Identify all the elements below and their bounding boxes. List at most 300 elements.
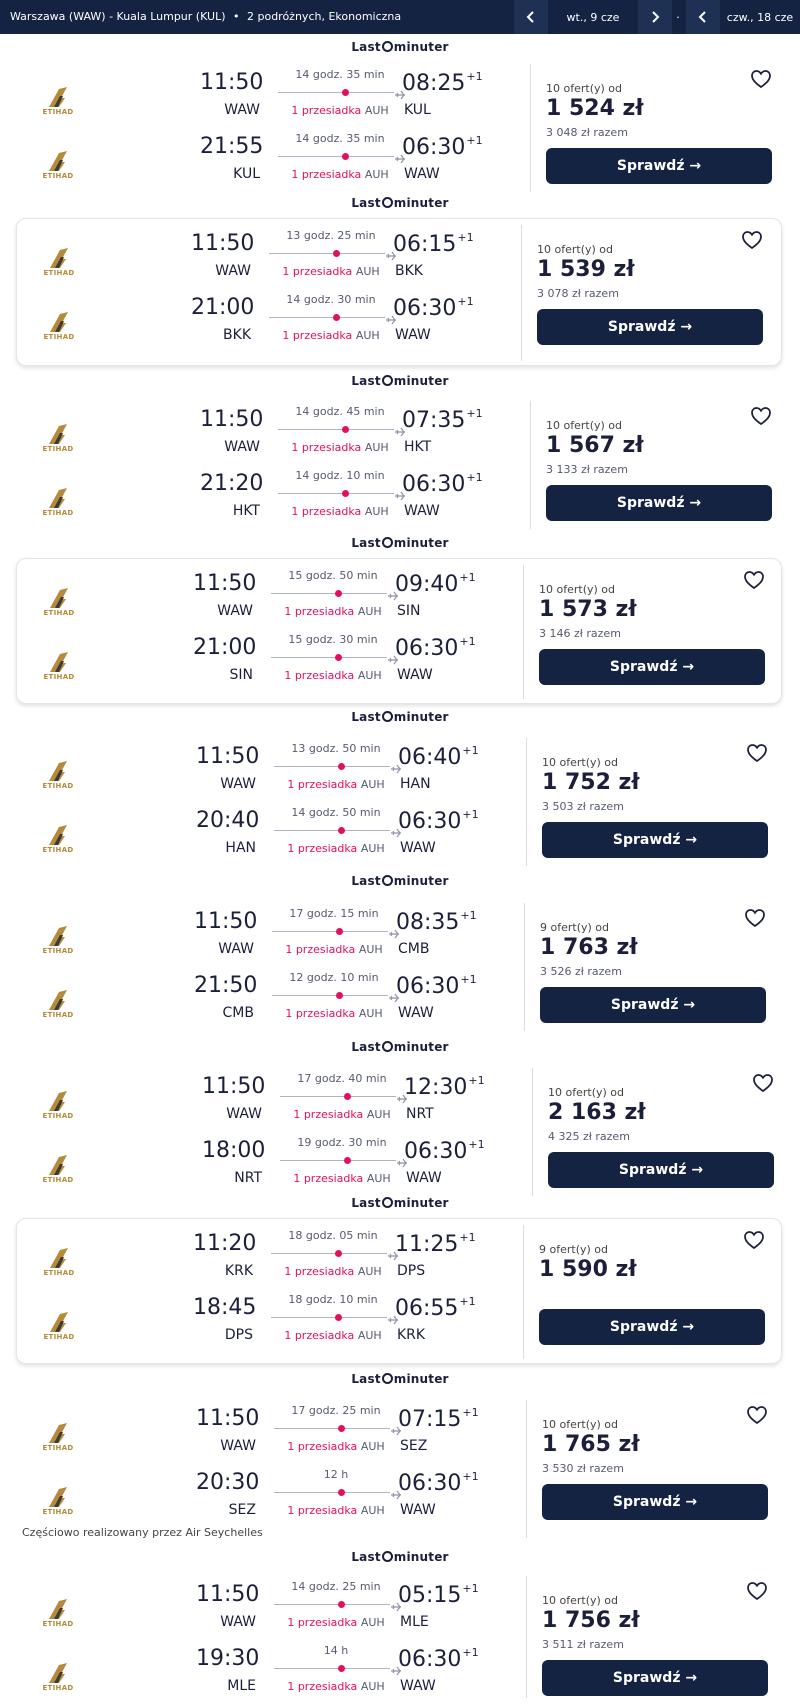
departure-airport: WAW [226,1106,262,1122]
departure-airport: SIN [229,667,253,683]
favorite-heart-icon[interactable] [746,1580,768,1602]
provider-logo [0,1040,800,1058]
departure-airport: BKK [223,327,251,343]
route-line [274,830,390,831]
departure-time: 11:50 [196,1582,260,1607]
stopover-airport: AUH [358,943,383,956]
airline-name: ETIHAD [42,1508,74,1516]
stopover-airport: AUH [355,329,380,342]
provider-clock-icon [382,1197,393,1208]
stopover-count: 1 przesiadka [287,1504,358,1517]
flight-duration: 13 godz. 25 min [286,229,376,242]
next-day-marker: +1 [462,808,479,821]
check-offer-button[interactable]: Sprawdź → [537,309,763,345]
arrival-time [404,1074,485,1100]
route-line [274,766,390,767]
stopover-count: 1 przesiadka [287,1616,358,1629]
stopover-airport: AUH [360,1440,385,1453]
provider-clock-icon [382,1373,393,1384]
stopover-count: 1 przesiadka [284,1265,355,1278]
stopover-airport: AUH [357,1329,382,1342]
check-offer-button[interactable]: Sprawdź → [542,1484,768,1520]
stopover-info [268,1329,398,1342]
route-line [274,1668,390,1669]
stopover-count: 1 przesiadka [291,505,362,518]
check-offer-button[interactable]: Sprawdź → [542,822,768,858]
stopover-count: 1 przesiadka [282,265,353,278]
airline-logo [36,1090,80,1126]
stopover-dot [342,89,349,96]
offers-count: 10 ofert(y) od [542,1418,619,1431]
route-line [271,657,387,658]
departure-airport: NRT [234,1170,262,1186]
price: 2 163 zł [548,1100,646,1125]
airline-tail-icon [46,587,72,609]
stopover-dot [338,1425,345,1432]
airline-logo [37,1311,81,1347]
arrival-airport: NRT [406,1106,434,1122]
flight-result-card[interactable] [16,732,782,872]
airline-tail-icon [46,311,72,333]
total-price: 3 146 zł razem [539,627,621,640]
route-line [271,1317,387,1318]
airline-tail-icon [45,423,71,445]
outbound-date[interactable]: wt., 9 cze [548,0,638,34]
arrival-airport: WAW [404,503,440,519]
check-offer-button[interactable]: Sprawdź → [539,649,765,685]
stopover-dot [342,490,349,497]
arrival-airport: WAW [406,1170,442,1186]
arrival-airport: BKK [395,263,423,279]
price: 1 590 zł [539,1257,637,1282]
airline-tail-icon [45,1154,71,1176]
arrival-airport: WAW [395,327,431,343]
airline-name: ETIHAD [42,108,74,116]
airline-logo [36,1154,80,1190]
departure-time: 21:55 [200,134,264,159]
arrival-time [396,909,477,935]
price-divider [526,738,527,866]
stopover-dot [336,928,343,935]
return-date[interactable]: czw., 18 cze [720,0,800,34]
stopover-count: 1 przesiadka [282,329,353,342]
flight-duration: 17 godz. 40 min [297,1072,387,1085]
departure-time: 21:00 [191,295,255,320]
airline-logo [36,1486,80,1522]
arrival-time [398,1646,479,1672]
stopover-info [271,1616,401,1629]
arrival-time-value: 06:30 [398,1647,462,1672]
route-line [280,1160,396,1161]
arrival-time [395,1295,476,1321]
offers-count: 10 ofert(y) od [546,419,623,432]
travellers-text: 2 podróżnych, Ekonomiczna [246,10,402,23]
provider-name-right: minuter [393,40,449,54]
arrival-airport: CMB [398,941,430,957]
provider-name-right: minuter [393,1196,449,1210]
provider-name-left: Last [351,536,381,550]
next-day-marker: +1 [468,1074,485,1087]
arrival-time-value: 06:55 [395,1296,459,1321]
stopover-dot [335,1314,342,1321]
route-line [274,1604,390,1605]
separator-dot: • [232,10,240,23]
check-offer-button[interactable]: Sprawdź → [542,1660,768,1696]
airline-logo [36,423,80,459]
arrival-time [398,744,479,770]
route-line [269,317,385,318]
stopover-info [266,265,396,278]
route-line [280,1096,396,1097]
stopover-dot [338,827,345,834]
stopover-dot [344,1093,351,1100]
offers-count: 10 ofert(y) od [542,1594,619,1607]
stopover-dot [338,763,345,770]
price-divider [526,1576,527,1698]
provider-name-right: minuter [393,536,449,550]
arrival-airport: WAW [404,166,440,182]
airline-tail-icon [45,1662,71,1684]
provider-name-left: Last [351,1372,381,1386]
provider-name-left: Last [351,1196,381,1210]
total-price: 3 511 zł razem [542,1638,624,1651]
favorite-heart-icon[interactable] [750,68,772,90]
airline-logo [36,150,80,186]
arrival-time-value: 06:30 [395,636,459,661]
stopover-info [271,1680,401,1693]
flight-duration: 18 godz. 05 min [288,1229,378,1242]
stopover-info [275,505,405,518]
departure-airport: CMB [222,1005,254,1021]
stopover-info [266,329,396,342]
airline-tail-icon [45,150,71,172]
provider-clock-icon [382,197,393,208]
airline-tail-icon [45,824,71,846]
provider-name-right: minuter [393,1372,449,1386]
chevron-left-icon [524,10,538,24]
flight-duration: 14 h [323,1644,349,1657]
arrival-time-value: 05:15 [398,1583,462,1608]
airline-tail-icon [45,1598,71,1620]
departure-time: 20:40 [196,808,260,833]
operated-by-note: Częściowo realizowany przez Air Seychelles [22,1526,263,1539]
airline-name: ETIHAD [42,445,74,453]
airline-tail-icon [45,1090,71,1112]
provider-clock-icon [382,1041,393,1052]
stopover-airport: AUH [364,168,389,181]
airline-tail-icon [45,1422,71,1444]
route-line [278,156,394,157]
stopover-info [271,778,401,791]
stopover-airport: AUH [357,669,382,682]
flight-result-card[interactable] [16,1570,782,1704]
next-day-marker: +1 [457,295,474,308]
chevron-right-icon [648,10,662,24]
price: 1 567 zł [546,433,644,458]
arrival-time-value: 06:15 [393,232,457,257]
check-offer-button[interactable]: Sprawdź → [546,485,772,521]
route-line [278,429,394,430]
stopover-airport: AUH [360,778,385,791]
departure-airport: WAW [224,102,260,118]
check-offer-button[interactable]: Sprawdź → [546,148,772,184]
airline-name: ETIHAD [42,1176,74,1184]
arrival-airport: WAW [400,1678,436,1694]
airline-logo [36,1422,80,1458]
flight-result-card[interactable] [16,58,782,198]
stopover-info [269,1007,399,1020]
stopover-airport: AUH [364,104,389,117]
provider-logo [0,536,800,554]
departure-time: 18:45 [193,1295,257,1320]
stopover-info [277,1172,407,1185]
stopover-count: 1 przesiadka [291,104,362,117]
arrival-airport: HAN [400,776,431,792]
provider-name-left: Last [351,40,381,54]
arrival-time-value: 06:30 [398,809,462,834]
stopover-info [271,1440,401,1453]
airline-tail-icon [45,1486,71,1508]
favorite-heart-icon[interactable] [746,742,768,764]
departure-airport: MLE [227,1678,256,1694]
next-day-marker: +1 [462,1582,479,1595]
provider-name-right: minuter [393,874,449,888]
total-price: 3 503 zł razem [542,800,624,813]
total-price: 3 526 zł razem [540,965,622,978]
next-day-marker: +1 [460,973,477,986]
flight-duration: 12 godz. 10 min [289,971,379,984]
airline-logo [36,989,80,1025]
stopover-airport: AUH [358,1007,383,1020]
provider-logo [0,40,800,58]
arrival-airport: DPS [397,1263,426,1279]
arrival-time-value: 08:35 [396,910,460,935]
next-day-marker: +1 [460,909,477,922]
stopover-count: 1 przesiadka [285,943,356,956]
stopover-airport: AUH [355,265,380,278]
favorite-heart-icon[interactable] [743,1229,765,1251]
provider-name-right: minuter [393,196,449,210]
arrival-time-value: 06:30 [398,1471,462,1496]
arrival-time-value: 06:30 [402,472,466,497]
provider-name-left: Last [351,874,381,888]
departure-time: 21:20 [200,471,264,496]
provider-logo [0,374,800,392]
prev-outbound-date-button[interactable] [514,0,548,34]
favorite-heart-icon[interactable] [752,1072,774,1094]
flight-result-card[interactable] [16,1394,782,1544]
stopover-dot [344,1157,351,1164]
departure-time: 19:30 [196,1646,260,1671]
airline-name: ETIHAD [42,782,74,790]
flight-result-card[interactable] [16,218,782,366]
arrival-airport: WAW [400,1502,436,1518]
route-line [272,995,388,996]
offers-count: 10 ofert(y) od [546,82,623,95]
next-outbound-date-button[interactable] [638,0,672,34]
airline-logo [36,824,80,860]
airline-tail-icon [46,1311,72,1333]
airline-name: ETIHAD [42,1444,74,1452]
stopover-count: 1 przesiadka [285,1007,356,1020]
stopover-info [275,104,405,117]
departure-airport: WAW [220,776,256,792]
search-summary[interactable] [10,10,401,23]
next-day-marker: +1 [466,70,483,83]
departure-time: 20:30 [196,1470,260,1495]
stopover-count: 1 przesiadka [293,1172,364,1185]
provider-logo [0,710,800,728]
price-divider [521,225,522,361]
route-text: Warszawa (WAW) - Kuala Lumpur (KUL) [10,10,226,23]
check-offer-button[interactable]: Sprawdź → [548,1152,774,1188]
departure-airport: HAN [225,840,256,856]
chevron-left-icon [696,10,710,24]
flight-result-card[interactable] [16,558,782,704]
stopover-dot [342,153,349,160]
airline-tail-icon [46,247,72,269]
stopover-dot [333,250,340,257]
flight-result-card[interactable] [16,1218,782,1364]
next-day-marker: +1 [462,1406,479,1419]
price-divider [530,64,531,192]
airline-name: ETIHAD [42,1011,74,1019]
stopover-dot [338,1489,345,1496]
airline-name: ETIHAD [42,846,74,854]
stopover-airport: AUH [357,1265,382,1278]
next-day-marker: +1 [457,231,474,244]
provider-clock-icon [382,537,393,548]
stopover-airport: AUH [360,1616,385,1629]
price-divider [526,1400,527,1538]
airline-name: ETIHAD [43,1333,75,1341]
stopover-info [271,842,401,855]
favorite-heart-icon[interactable] [746,1404,768,1426]
arrival-time-value: 08:25 [402,71,466,96]
route-line [269,253,385,254]
airline-tail-icon [46,1247,72,1269]
favorite-heart-icon[interactable] [750,405,772,427]
airline-logo [37,651,81,687]
airline-tail-icon [45,925,71,947]
flight-duration: 14 godz. 35 min [295,132,385,145]
departure-airport: WAW [218,941,254,957]
total-price: 3 530 zł razem [542,1462,624,1475]
departure-airport: WAW [220,1438,256,1454]
airline-name: ETIHAD [42,1620,74,1628]
route-line [272,931,388,932]
departure-time: 18:00 [202,1138,266,1163]
provider-clock-icon [382,711,393,722]
favorite-heart-icon[interactable] [743,569,765,591]
next-day-marker: +1 [459,1231,476,1244]
offers-count: 10 ofert(y) od [542,756,619,769]
flight-result-card[interactable] [16,395,782,535]
airline-logo [37,587,81,623]
stopover-airport: AUH [360,1504,385,1517]
flight-duration: 14 godz. 50 min [291,806,381,819]
arrival-time-value: 06:30 [393,296,457,321]
arrival-time [398,1582,479,1608]
airline-name: ETIHAD [43,333,75,341]
airline-logo [36,86,80,122]
date-separator: · [672,0,684,34]
airline-logo [36,925,80,961]
departure-time: 11:50 [196,1406,260,1431]
arrival-airport: SEZ [400,1438,428,1454]
provider-clock-icon [382,875,393,886]
flight-result-card[interactable] [16,1062,782,1202]
stopover-dot [342,426,349,433]
flight-result-card[interactable] [16,897,782,1037]
arrival-time-value: 06:30 [404,1139,468,1164]
stopover-airport: AUH [360,842,385,855]
airline-tail-icon [45,760,71,782]
price-divider [532,1068,533,1196]
arrival-airport: SIN [397,603,421,619]
stopover-count: 1 przesiadka [287,1440,358,1453]
airline-logo [37,311,81,347]
stopover-count: 1 przesiadka [287,1680,358,1693]
arrival-airport: WAW [398,1005,434,1021]
flight-duration: 12 h [323,1468,349,1481]
price: 1 539 zł [537,257,635,282]
favorite-heart-icon[interactable] [741,229,763,251]
arrival-airport: MLE [400,1614,429,1630]
provider-logo [0,1372,800,1390]
airline-tail-icon [45,86,71,108]
arrival-time-value: 06:30 [396,974,460,999]
airline-name: ETIHAD [42,172,74,180]
provider-logo [0,1196,800,1214]
arrival-time-value: 07:15 [398,1407,462,1432]
departure-time: 11:50 [200,407,264,432]
next-day-marker: +1 [466,471,483,484]
airline-name: ETIHAD [42,947,74,955]
departure-time: 11:50 [191,231,255,256]
arrival-time [395,1231,476,1257]
departure-airport: WAW [217,603,253,619]
price: 1 756 zł [542,1608,640,1633]
total-price: 4 325 zł razem [548,1130,630,1143]
stopover-info [268,605,398,618]
provider-name-right: minuter [393,374,449,388]
stopover-info [275,168,405,181]
stopover-count: 1 przesiadka [287,778,358,791]
flight-duration: 13 godz. 50 min [291,742,381,755]
departure-time: 11:50 [196,744,260,769]
arrival-time-value: 12:30 [404,1075,468,1100]
flight-duration: 14 godz. 30 min [286,293,376,306]
offers-count: 10 ofert(y) od [548,1086,625,1099]
provider-name-left: Last [351,710,381,724]
stopover-count: 1 przesiadka [284,1329,355,1342]
stopover-airport: AUH [364,505,389,518]
price: 1 573 zł [539,597,637,622]
favorite-heart-icon[interactable] [744,907,766,929]
search-summary-bar[interactable] [0,0,800,34]
airline-name: ETIHAD [42,1112,74,1120]
flight-duration: 18 godz. 10 min [288,1293,378,1306]
total-price: 3 048 zł razem [546,126,628,139]
prev-return-date-button[interactable] [686,0,720,34]
airline-name: ETIHAD [43,269,75,277]
check-offer-button[interactable]: Sprawdź → [540,987,766,1023]
flight-duration: 17 godz. 25 min [291,1404,381,1417]
route-line [278,493,394,494]
flight-duration: 14 godz. 10 min [295,469,385,482]
check-offer-button[interactable]: Sprawdź → [539,1309,765,1345]
